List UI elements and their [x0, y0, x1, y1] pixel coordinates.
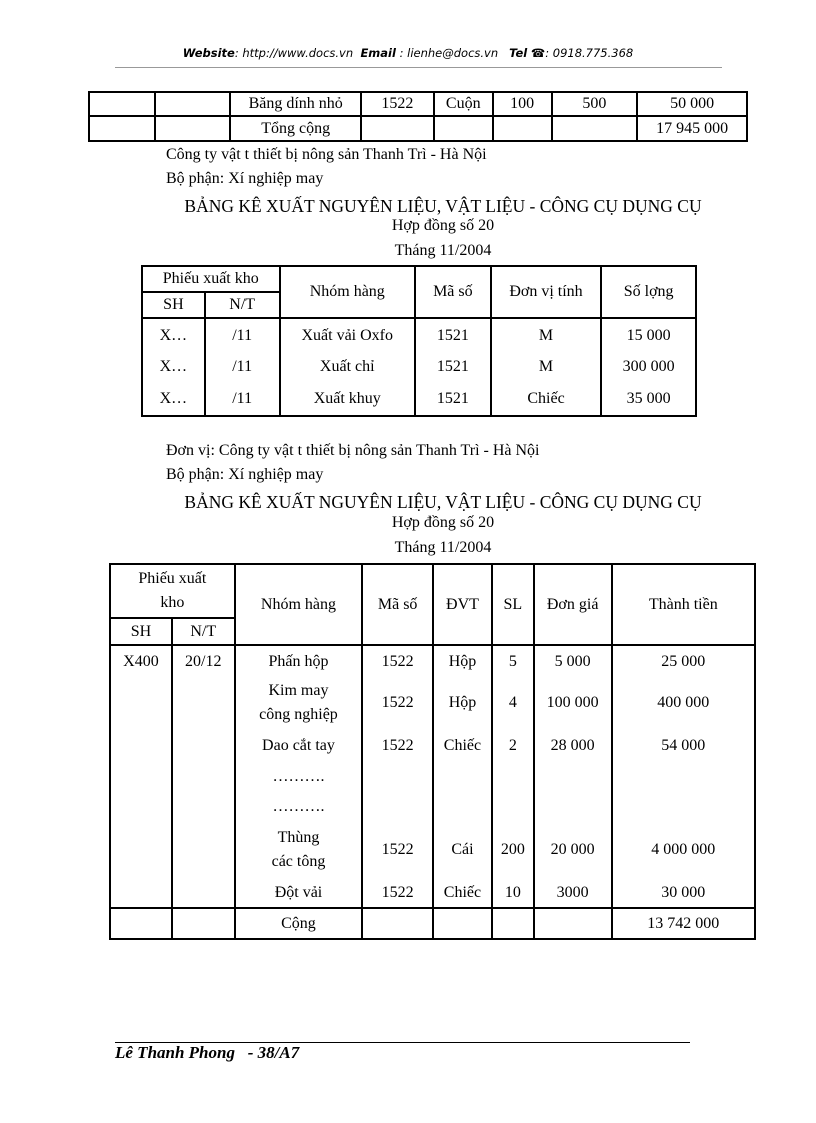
- table-row: X400 20/12 Phấn hộp 1522 Hộp 5 5 000 25 000: [110, 645, 755, 675]
- table-row: Đột vải 1522 Chiếc 10 3000 30 000: [110, 878, 755, 908]
- department-line: Bộ phận: Xí nghiệp may: [166, 466, 324, 483]
- page-footer: [115, 1043, 299, 1063]
- table-row: Dao cắt tay 1522 Chiếc 2 28 000 54 000: [110, 730, 755, 762]
- table-row: ……….: [110, 762, 755, 792]
- header-row: [142, 266, 696, 292]
- header-divider: [115, 67, 722, 68]
- nt-header: N/T: [205, 292, 280, 318]
- item-amount: 50 000: [637, 92, 747, 116]
- tel-value: : 0918.775.368: [545, 46, 634, 60]
- email-value[interactable]: : lienhe@docs.vn: [399, 46, 499, 60]
- price-header: Đơn giá: [534, 564, 612, 645]
- group-header: Nhóm hàng: [235, 564, 363, 645]
- total-row: [110, 908, 755, 939]
- header-row: [110, 564, 755, 618]
- continuation-table: [88, 91, 748, 142]
- voucher-header: Phiếu xuất kho: [110, 564, 235, 618]
- table-row: ……….: [110, 792, 755, 822]
- report-month: Tháng 11/2004: [394, 539, 492, 556]
- website-label: Website: [182, 46, 235, 60]
- page-number: - 38/A7: [247, 1043, 300, 1062]
- code-header: Mã số: [362, 564, 433, 645]
- website-value[interactable]: : http://www.docs.vn: [234, 46, 354, 60]
- export-summary-table: [141, 265, 697, 417]
- amount-header: Thành tiền: [612, 564, 755, 645]
- table-row: X… /11 Xuất vải Oxfo 1521 M 15 000: [142, 318, 696, 352]
- department-line: Bộ phận: Xí nghiệp may: [166, 170, 324, 187]
- page-header: [0, 46, 816, 60]
- code-header: Mã số: [415, 266, 491, 318]
- item-qty: 100: [493, 92, 552, 116]
- author-name: Lê Thanh Phong: [115, 1043, 235, 1062]
- item-unit: Cuộn: [434, 92, 493, 116]
- tel-label: Tel: [509, 46, 528, 60]
- table-row: [89, 116, 747, 141]
- report-title: BẢNG KÊ XUẤT NGUYÊN LIỆU, VẬT LIỆU - CÔNG CỤ DỤNG CỤ: [184, 492, 702, 512]
- email-label: Email: [360, 46, 396, 60]
- group-header: Nhóm hàng: [280, 266, 415, 318]
- company-line: Công ty vật t thiết bị nông sản Thanh Trì - Hà Nội: [166, 146, 487, 163]
- item-price: 500: [552, 92, 638, 116]
- total-amount: 17 945 000: [637, 116, 747, 141]
- phone-icon: ☎: [530, 46, 546, 60]
- report-title: BẢNG KÊ XUẤT NGUYÊN LIỆU, VẬT LIỆU - CÔNG CỤ DỤNG CỤ: [184, 196, 702, 216]
- table-row: X… /11 Xuất khuy 1521 Chiếc 35 000: [142, 382, 696, 416]
- table-row: Thùng các tông 1522 Cái 200 20 000 4 000 000: [110, 822, 755, 878]
- contract-number: Hợp đồng số 20: [391, 217, 495, 234]
- item-name: Băng dính nhỏ: [230, 92, 361, 116]
- total-amount: 13 742 000: [612, 908, 755, 939]
- unit-header: ĐVT: [433, 564, 492, 645]
- unit-line: Đơn vị: Công ty vật t thiết bị nông sản Thanh Trì - Hà Nội: [166, 442, 540, 459]
- item-code: 1522: [361, 92, 434, 116]
- table-row: X… /11 Xuất chỉ 1521 M 300 000: [142, 352, 696, 382]
- report-month: Tháng 11/2004: [394, 242, 492, 259]
- total-label: Tổng cộng: [230, 116, 361, 141]
- sh-header: SH: [142, 292, 205, 318]
- contract-number: Hợp đồng số 20: [391, 514, 495, 531]
- table-row: Kim may công nghiệp 1522 Hộp 4 100 000 400 000: [110, 675, 755, 730]
- nt-header: N/T: [172, 618, 235, 645]
- qty-header: Số lợng: [601, 266, 696, 318]
- table-row: [89, 92, 747, 116]
- qty-header: SL: [492, 564, 534, 645]
- voucher-header: Phiếu xuất kho: [142, 266, 280, 292]
- sh-header: SH: [110, 618, 172, 645]
- total-label: Cộng: [235, 908, 363, 939]
- unit-header: Đơn vị tính: [491, 266, 602, 318]
- export-detail-table: [109, 563, 756, 940]
